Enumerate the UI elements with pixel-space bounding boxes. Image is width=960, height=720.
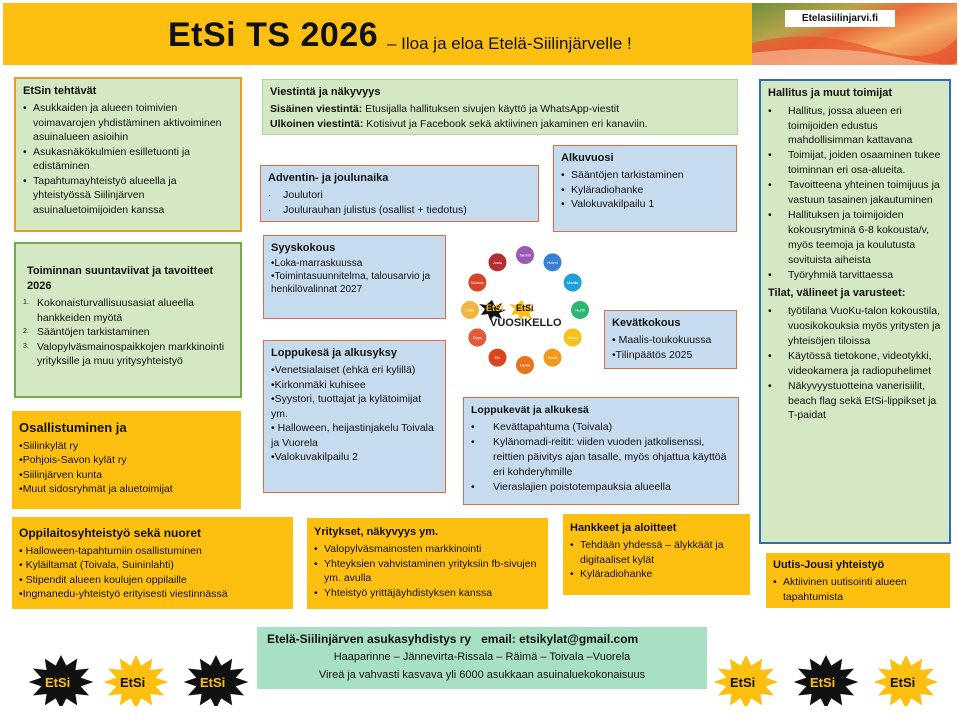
- etsi-logo-text: EtSi: [120, 675, 146, 690]
- list-item: • Työryhmiä tarvittaessa: [768, 268, 942, 283]
- yritykset-list: [314, 542, 541, 600]
- tehtavat-box: [14, 77, 242, 232]
- list-item: 3. Valopylväsmainospaikkojen markkinointi yrityksille ja muu yritysyhteistyö: [23, 340, 233, 369]
- month-label: Elo: [494, 355, 501, 361]
- month-label: Heinä: [519, 362, 531, 368]
- list-item: • Stipendit alueen koulujen oppilaille: [19, 573, 187, 586]
- list-item: • Kyläradiohanke: [561, 183, 729, 197]
- hankkeet-list: [570, 538, 743, 581]
- page-subtitle: – Iloa ja eloa Etelä-Siilinjärvelle !: [387, 34, 632, 53]
- list-item: • Halloween, heijastinjakelu Toivala ja Vuorela: [271, 422, 434, 449]
- list-item: • Hallituksen ja toimijoiden kokousrytminä 6-8 kokousta/v, myös teemoja ja koulutusta sovituista aiheista: [768, 208, 942, 268]
- list-item: • Asukkaiden ja alueen toimivien voimavarojen yhdistäminen aktivoiminen asuinalueen asioihin: [23, 101, 233, 144]
- list-item: •Ingmanedu-yhteistyö erityisesti viestinnässä: [19, 588, 228, 600]
- list-item: 2. Sääntöjen tarkistaminen: [23, 325, 233, 339]
- etsi-logo: [790, 650, 862, 706]
- hallitus-box: [759, 79, 951, 544]
- alkuvuosi-list: [561, 168, 729, 211]
- hankkeet-box: [563, 514, 750, 595]
- list-item: •Tilinpäätös 2025: [612, 348, 693, 361]
- list-item: • Maalis-toukokuussa: [612, 334, 712, 347]
- website-label[interactable]: Etelasiilinjarvi.fi: [785, 10, 895, 27]
- list-item: • Yhteyksien vahvistaminen yrityksiin fb-sivujen ym. avulla: [314, 557, 541, 586]
- footer-areas: Haaparinne – Jännevirta-Rissala – Räimä – Toivala –Vuorela: [333, 651, 631, 663]
- list-item: • Valokuvakilpailu 1: [561, 197, 729, 211]
- adventti-title: Adventin- ja joulunaika: [268, 172, 389, 184]
- alkuvuosi-title: Alkuvuosi: [561, 152, 614, 164]
- list-item: •Loka-marraskuussa: [271, 258, 363, 270]
- list-item: • Kyläradiohanke: [570, 567, 743, 581]
- month-label: Joulu: [492, 259, 503, 265]
- etsi-logo: [25, 650, 97, 706]
- adventti-list: [268, 188, 531, 217]
- list-item: • työtilana VuoKu-talon kokoustila, vuosikokouksia myös yritysten ja yhteisöjen tiloissa: [768, 304, 942, 349]
- list-item: • Kylänomadi-reitit: viiden vuoden jatkolisenssi, reittien päivitys ajan tasalle, myös ohjattua käyttöä eri kohderyhmille: [471, 435, 731, 480]
- oppilaitos-title: Oppilaitosyhteistyö sekä nuoret: [19, 526, 202, 540]
- list-item: • Hallitus, jossa alueen eri toimijoiden edustus mahdollisimman kattavana: [768, 104, 942, 149]
- alkuvuosi-box: [553, 145, 737, 232]
- list-item: • Näkyvyystuotteina vanerisiilit, beach flag sekä EtSi-lippikset ja T-paidat: [768, 379, 942, 424]
- kevatkokous-list: [612, 333, 729, 362]
- suuntaviivat-title: Toiminnan suuntaviivat ja tavoitteet 2026: [27, 265, 214, 293]
- loppukesa-box: [263, 340, 446, 493]
- list-item: • Tehdään yhdessä – älykkäät ja digitaaliset kylät: [570, 538, 743, 567]
- list-item: • Käytössä tietokone, videotykki, videokamera ja radiopuhelimet: [768, 349, 942, 379]
- list-item: • Yhteistyö yrittäjäyhdistyksen kanssa: [314, 586, 541, 600]
- viestinta-title: Viestintä ja näkyvyys: [270, 86, 381, 98]
- list-item: •Kirkonmäki kuhisee: [271, 378, 366, 391]
- vuosikello-logo-2: EtSi: [516, 303, 534, 313]
- uutis-list: [773, 575, 943, 604]
- list-item: •Toimintasuunnitelma, talousarvio ja henkilövalinnat 2027: [271, 271, 431, 296]
- list-item: • Vieraslajien poistotempauksia alueella: [471, 480, 731, 495]
- etsi-logo: [180, 650, 252, 706]
- oppilaitos-box: [12, 517, 293, 609]
- loppukesa-title: Loppukesä ja alkusyksy: [271, 347, 397, 359]
- list-item: · Joulurauhan julistus (osallist + tiedotus): [268, 203, 467, 216]
- footer-tagline: Vireä ja vahvasti kasvava yli 6000 asukkaan asuinaluekokonaisuus: [318, 669, 646, 681]
- list-item: •Pohjois-Savon kylät ry: [19, 454, 127, 467]
- list-item: • Valopylväsmainosten markkinointi: [314, 542, 541, 556]
- suuntaviivat-list: [23, 296, 233, 368]
- month-label: Huhti: [575, 307, 585, 313]
- list-item: • Asukasnäkökulmien esilletuonti ja edistäminen: [23, 145, 233, 174]
- vuosikello-logo-1: EtSi: [486, 303, 504, 313]
- list-item: •Venetsialaiset (ehkä eri kylillä): [271, 364, 416, 377]
- osallistuminen-title: Osallistuminen ja: [19, 420, 127, 435]
- kevatkokous-box: [604, 310, 737, 369]
- kevatkokous-title: Kevätkokous: [612, 317, 681, 329]
- tehtavat-title: EtSin tehtävät: [23, 85, 97, 97]
- viestinta-box: [262, 79, 738, 135]
- hankkeet-title: Hankkeet ja aloitteet: [570, 522, 677, 534]
- month-label: Touko: [567, 335, 578, 340]
- yritykset-box: [307, 518, 548, 609]
- tilat-title: Tilat, välineet ja varusteet:: [768, 287, 906, 300]
- list-item: · Joulutori: [268, 189, 323, 202]
- list-item: •Siilinjärven kunta: [19, 468, 103, 481]
- suuntaviivat-box: [14, 242, 242, 398]
- list-item: • Toimijat, joiden osaaminen tukee toiminnan eri osa-alueita.: [768, 148, 942, 178]
- oppilaitos-list: [19, 544, 286, 602]
- loppukevat-list: [471, 420, 731, 495]
- list-item: •Valokuvakilpailu 2: [271, 451, 358, 464]
- list-item: • Kevättapahtuma (Toivala): [471, 420, 731, 435]
- list-item: 1. Kokonaisturvallisuusasiat alueella hankkeiden myötä: [23, 296, 233, 325]
- list-item: •Syystori, tuottajat ja kylätoimijat ym.: [271, 393, 422, 420]
- month-label: Tammi: [519, 252, 531, 258]
- etsi-logo-text: EtSi: [890, 675, 916, 690]
- list-item: •Siilinkylät ry: [19, 439, 79, 452]
- viestinta-internal: Sisäinen viestintä: Etusijalla hallituksen sivujen käyttö ja WhatsApp-viestit: [270, 103, 619, 116]
- month-label: Syys: [473, 335, 482, 340]
- hallitus-list: [768, 104, 942, 283]
- etsi-logo: [710, 650, 782, 706]
- list-item: • Halloween-tapahtumiin osallistuminen: [19, 544, 202, 557]
- month-label: Helmi: [547, 259, 558, 265]
- etsi-logo-text: EtSi: [810, 675, 836, 690]
- page-title: EtSi TS 2026: [168, 16, 379, 54]
- vuosikello-label: VUOSIKELLO: [490, 317, 562, 329]
- etsi-logo-text: EtSi: [730, 675, 756, 690]
- etsi-logo-text: EtSi: [200, 675, 226, 690]
- osallistuminen-list: [19, 439, 234, 497]
- adventti-box: [260, 165, 539, 222]
- list-item: • Tapahtumayhteistyö alueella ja yhteistyössä Siilinjärven asuinaluetoimijoiden kanssa: [23, 174, 233, 217]
- etsi-logo: [870, 650, 942, 706]
- syyskokous-box: [263, 235, 446, 319]
- loppukevat-title: Loppukevät ja alkukesä: [471, 404, 589, 416]
- tilat-list: [768, 304, 942, 423]
- tehtavat-list: [23, 101, 233, 217]
- list-item: •Muut sidosryhmät ja aluetoimijat: [19, 483, 173, 496]
- list-item: • Tavoitteena yhteinen toimijuus ja vastuun tasainen jakautuminen: [768, 178, 942, 208]
- loppukevat-box: [463, 397, 739, 505]
- month-label: Marras: [471, 280, 484, 285]
- hallitus-title: Hallitus ja muut toimijat: [768, 87, 893, 99]
- etsi-logo-text: EtSi: [45, 675, 71, 690]
- viestinta-external: Ulkoinen viestintä: Kotisivut ja Facebook sekä aktiivinen jakaminen eri kanaviin.: [270, 117, 648, 130]
- list-item: • Kyläiltamat (Toivala, Suininlahti): [19, 559, 174, 572]
- list-item: • Sääntöjen tarkistaminen: [561, 168, 729, 182]
- etsi-logo: [100, 650, 172, 706]
- list-item: • Aktiivinen uutisointi alueen tapahtumista: [773, 575, 943, 604]
- osallistuminen-box: [12, 411, 241, 509]
- month-label: Kesä: [547, 355, 558, 361]
- uutis-box: [765, 552, 951, 609]
- footer-contact[interactable]: Etelä-Siilinjärven asukasyhdistys ry email: etsikylat@gmail.com: [267, 632, 639, 646]
- syyskokous-title: Syyskokous: [271, 242, 336, 254]
- uutis-title: Uutis-Jousi yhteistyö: [773, 559, 885, 571]
- month-label: Maalis: [566, 280, 579, 285]
- yritykset-title: Yritykset, näkyvyys ym.: [314, 526, 439, 538]
- month-label: Loka: [465, 307, 475, 313]
